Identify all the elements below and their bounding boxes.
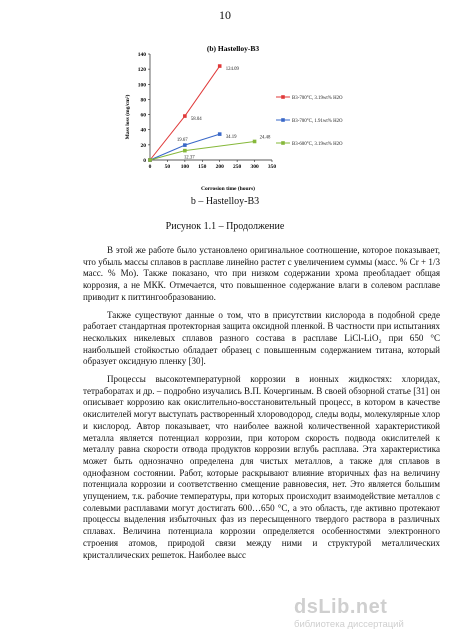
x-tick-label: 150 xyxy=(198,164,207,170)
x-tick-label: 250 xyxy=(233,164,242,170)
subfigure-caption: b – Hastelloy-B3 xyxy=(190,196,260,207)
x-tick-label: 300 xyxy=(250,164,259,170)
data-label: 19.67 xyxy=(176,138,188,144)
data-point xyxy=(253,140,257,144)
mass-loss-chart xyxy=(120,42,350,194)
watermark-logo: dsLib.net xyxy=(294,596,388,618)
x-tick-label: 200 xyxy=(215,164,224,170)
legend-marker xyxy=(281,141,285,145)
x-tick-label: 50 xyxy=(164,164,171,170)
chart-title: (b) Hastelloy-B3 xyxy=(206,44,260,53)
data-label: 12.37 xyxy=(183,155,195,161)
watermark xyxy=(292,594,442,632)
paragraph: В этой же работе было установлено оригинальное соотношение, которое показывает, что убыль массы сплавов в расплаве линейно растет с увеличением суммы (масс. % Cr + 1/3 масс. % Mo). Также показано, что при низком содержании хрома преобладает общая коррозия, а не МКК. Отмечается, что повышенное содержание влаги в солевом расплаве приводит к питтингообразованию. xyxy=(83,245,440,302)
watermark-subtitle: библиотека диссертаций xyxy=(294,619,404,630)
y-tick-label: 0 xyxy=(143,158,146,164)
y-tick-label: 120 xyxy=(137,67,146,74)
y-tick-label: 100 xyxy=(137,82,146,89)
data-point xyxy=(218,64,222,68)
body-text xyxy=(83,245,440,561)
y-tick-label: 40 xyxy=(140,127,146,134)
data-point xyxy=(183,149,187,153)
x-tick-label: 350 xyxy=(267,164,277,170)
data-point xyxy=(218,132,222,136)
y-tick-label: 80 xyxy=(140,97,146,104)
x-tick-label: 0 xyxy=(148,164,152,170)
paragraph: Также существуют данные о том, что в присутствии кислорода в подобной среде работает стандартная протекторная защита оксидной пленкой. В частности при испытаниях нескольких никелевых сплавов разного состава в расплаве LiCl-LiO₂ при 650 °C наибольшей стойкостью обладает образец с повышенным содержанием титана, который образует оксидную пленку [30]. xyxy=(83,309,440,367)
chart-svg xyxy=(120,42,350,194)
data-point xyxy=(183,143,187,147)
legend-label: B3-700°C, 3.19wt% H2O xyxy=(292,95,343,101)
paragraph: Процессы высокотемпературной коррозии в ионных жидкостях: хлоридах, тетраборатах и др. – подробно изучались В.П. Кочергиным. В своей обзорной статье [31] он описывает коррозию как окислительно-восстановительный процесс, в котором в качестве окислителей могут выступать растворенный хлороводород, следы воды, молекулярные хлор и кислород. Автор показывает, что наиболее важной количественной характеристикой металла является потенциал коррозии, при котором скорость подвода окислителей к металлу равна скорости отвода продуктов коррозии вглубь расплава. Эта характеристика может быть однозначно определена для чистых металлов, а также для сплавов в однофазном состоянии. Работ, которые раскрывают влияние вторичных фаз на величину потенциала коррозии и соответственно смещение равновесия, нет. Это является большим упущением, т.к. рабочие температуры, при которых происходит взаимодействие металлов с солевыми расплавами могут достигать 600…650 °C, а это область, где активно протекают процессы выделения избыточных фаз из пересыщенного твердого раствора в различных сплавах. Величина потенциала коррозии определяется особенностями электронного строения атомов, природой связи между ними и структурой металлических кристаллических решеток. Наиболее высс xyxy=(83,374,440,560)
figure-caption: Рисунок 1.1 – Продолжение xyxy=(165,221,285,232)
page-number: 10 xyxy=(219,8,231,22)
legend-marker xyxy=(281,118,285,122)
x-axis-label: Corrosion time (hours) xyxy=(201,186,255,192)
y-axis-label: Mass loss (mg/cm²) xyxy=(125,94,131,140)
y-tick-label: 20 xyxy=(140,142,146,149)
data-label: 34.19 xyxy=(225,135,237,141)
legend-label: B3-600°C, 3.19wt% H2O xyxy=(292,141,343,147)
legend-marker xyxy=(281,95,285,99)
series-line xyxy=(150,141,255,160)
y-tick-label: 140 xyxy=(137,52,146,58)
data-point xyxy=(148,158,152,162)
x-tick-label: 100 xyxy=(180,164,189,170)
y-tick-label: 60 xyxy=(140,112,146,119)
data-point xyxy=(183,114,187,118)
data-label: 58.04 xyxy=(190,117,202,123)
data-label: 124.09 xyxy=(225,67,239,73)
legend-label: B3-700°C, 1.91wt% H2O xyxy=(292,118,343,124)
data-label: 24.48 xyxy=(259,135,271,141)
